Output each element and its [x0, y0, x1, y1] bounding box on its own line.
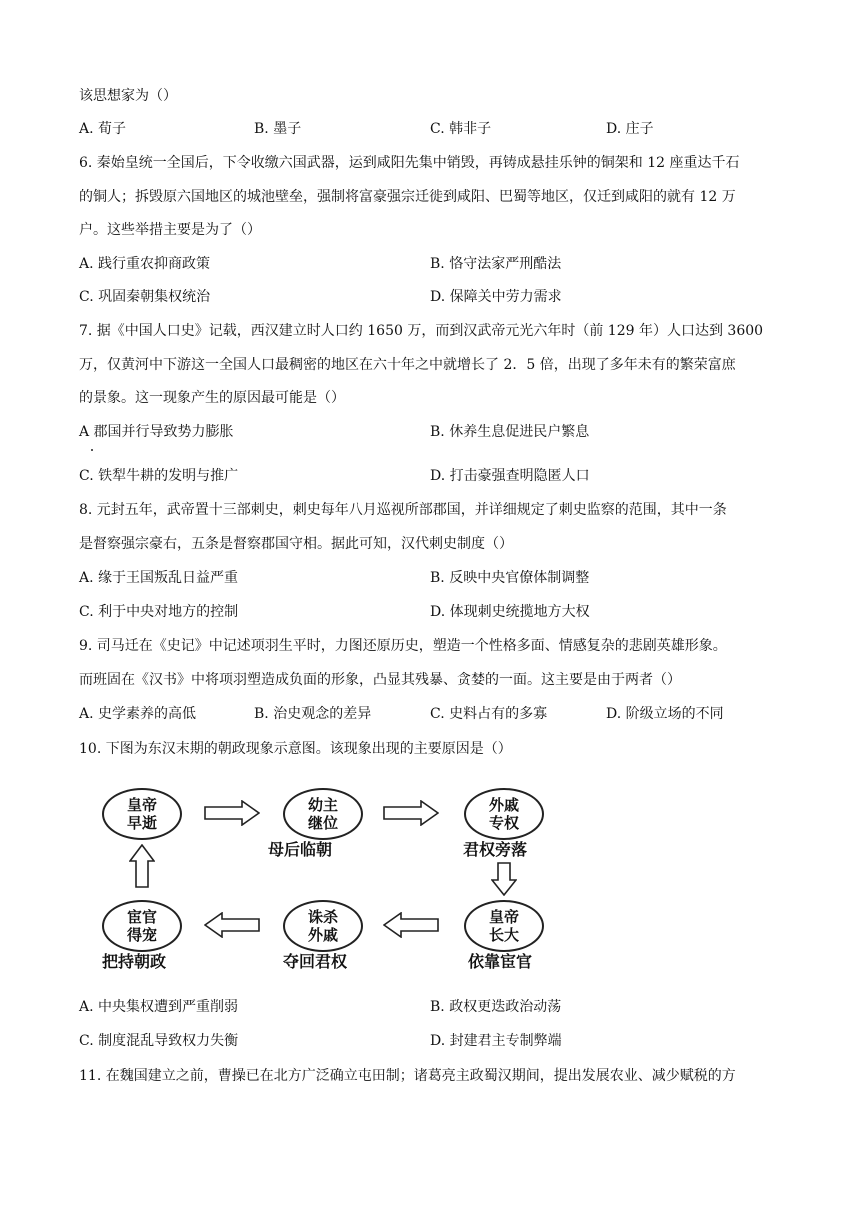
left-arrow-icon: [204, 912, 260, 938]
node-text: 得宠: [126, 926, 157, 944]
diagram-node-eunuch-favored: [102, 900, 182, 952]
diagram-node-young-ruler: [283, 788, 363, 840]
node-text: 宦官: [126, 908, 157, 926]
q7-option-c: C. 铁犁牛耕的发明与推广: [79, 468, 239, 484]
q10-stem: 10. 下图为东汉末期的朝政现象示意图。该现象出现的主要原因是（）: [79, 741, 512, 757]
right-arrow-icon: [383, 800, 439, 826]
diagram-node-kill-consort-clan: [283, 900, 363, 952]
node-text: 幼主: [307, 796, 338, 814]
q8-option-a: A. 缘于王国叛乱日益严重: [79, 570, 239, 586]
node-text: 继位: [307, 814, 338, 832]
q7-option-a: A 郡国并行导致势力膨胀: [79, 424, 234, 440]
left-arrow-icon: [383, 912, 439, 938]
diagram-node-emperor-dies-early: [102, 788, 182, 840]
diagram-node-consort-clan: [464, 788, 544, 840]
q6-option-d: D. 保障关中劳力需求: [430, 289, 562, 305]
diagram-caption-rely-eunuchs: 依靠宦官: [468, 952, 533, 971]
q8-stem-line: 8. 元封五年，武帝置十三部刺史，刺史每年八月巡视所部郡国，并详细规定了刺史监察的范围，其中一条: [79, 502, 727, 518]
q6-option-c: C. 巩固秦朝集权统治: [79, 289, 211, 305]
q9-option-d: D. 阶级立场的不同: [606, 706, 724, 722]
node-text: 诛杀: [307, 908, 338, 926]
diagram-caption-power-lost: 君权旁落: [463, 840, 528, 859]
diagram-caption-regency: 母后临朝: [268, 840, 333, 859]
q5-option-d: D. 庄子: [606, 121, 654, 137]
q7-stem-line: 7. 据《中国人口史》记载，西汉建立时人口约 1650 万，而到汉武帝元光六年时（前 129 年）人口达到 3600: [79, 323, 764, 339]
up-arrow-icon: [129, 844, 155, 888]
q9-option-a: A. 史学素养的高低: [79, 706, 197, 722]
q7-stem-line: 万，仅黄河中下游这一全国人口最稠密的地区在六十年之中就增长了 2．5 倍，出现了多年未有的繁荣富庶: [79, 357, 736, 373]
node-text: 外戚: [307, 926, 338, 944]
q9-stem-line: 9. 司马迁在《史记》中记述项羽生平时，力图还原历史，塑造一个性格多面、情感复杂的悲剧英雄形象。: [79, 638, 727, 654]
q11-stem-line: 11. 在魏国建立之前，曹操已在北方广泛确立屯田制；诸葛亮主政蜀汉期间，提出发展农业、减少赋税的方: [79, 1068, 736, 1084]
q9-option-c: C. 史料占有的多寡: [430, 706, 548, 722]
node-text: 皇帝: [126, 796, 157, 814]
q8-option-c: C. 利于中央对地方的控制: [79, 604, 239, 620]
node-text: 专权: [488, 814, 519, 832]
q5-option-b: B. 墨子: [254, 121, 302, 137]
diagram-node-emperor-grows-up: [464, 900, 544, 952]
node-text: 外戚: [488, 796, 519, 814]
q5-option-c: C. 韩非子: [430, 121, 492, 137]
down-arrow-icon: [491, 862, 517, 896]
q10-option-a: A. 中央集权遭到严重削弱: [79, 999, 239, 1015]
q10-option-d: D. 封建君主专制弊端: [430, 1033, 562, 1049]
q7-option-b: B. 休养生息促进民户繁息: [430, 424, 590, 440]
q5-stem-tail: 该思想家为（）: [79, 88, 177, 104]
diagram-caption-control-court: 把持朝政: [102, 952, 167, 971]
right-arrow-icon: [204, 800, 260, 826]
q6-stem-line: 户。这些举措主要是为了（）: [79, 222, 261, 238]
q6-stem-line: 6. 秦始皇统一全国后，下令收缴六国武器，运到咸阳先集中销毁，再铸成悬挂乐钟的铜架和 12 座重达千石: [79, 155, 740, 171]
q7-stem-line: 的景象。这一现象产生的原因最可能是（）: [79, 390, 345, 406]
q5-option-a: A. 荀子: [79, 121, 127, 137]
q10-option-c: C. 制度混乱导致权力失衡: [79, 1033, 239, 1049]
node-text: 早逝: [126, 814, 157, 832]
q8-stem-line: 是督察强宗豪右，五条是督察郡国守相。据此可知，汉代刺史制度（）: [79, 536, 513, 552]
q9-stem-line: 而班固在《汉书》中将项羽塑造成负面的形象，凸显其残暴、贪婪的一面。这主要是由于两者（）: [79, 672, 681, 688]
q6-option-a: A. 践行重农抑商政策: [79, 256, 211, 272]
node-text: 皇帝: [488, 908, 519, 926]
diagram-caption-regain-power: 夺回君权: [283, 952, 348, 971]
q9-option-b: B. 治史观念的差异: [254, 706, 372, 722]
node-text: 长大: [488, 926, 519, 944]
court-politics-cycle-diagram: [96, 782, 556, 982]
q7-option-d: D. 打击豪强查明隐匿人口: [430, 468, 590, 484]
q10-option-b: B. 政权更迭政治动荡: [430, 999, 562, 1015]
q8-option-d: D. 体现刺史统揽地方大权: [430, 604, 590, 620]
q6-option-b: B. 恪守法家严刑酷法: [430, 256, 562, 272]
stray-dot-mark: [91, 449, 93, 451]
q8-option-b: B. 反映中央官僚体制调整: [430, 570, 590, 586]
q6-stem-line: 的铜人；拆毁原六国地区的城池壁垒，强制将富豪强宗迁徙到咸阳、巴蜀等地区，仅迁到咸阳的就有 12 万: [79, 189, 736, 205]
